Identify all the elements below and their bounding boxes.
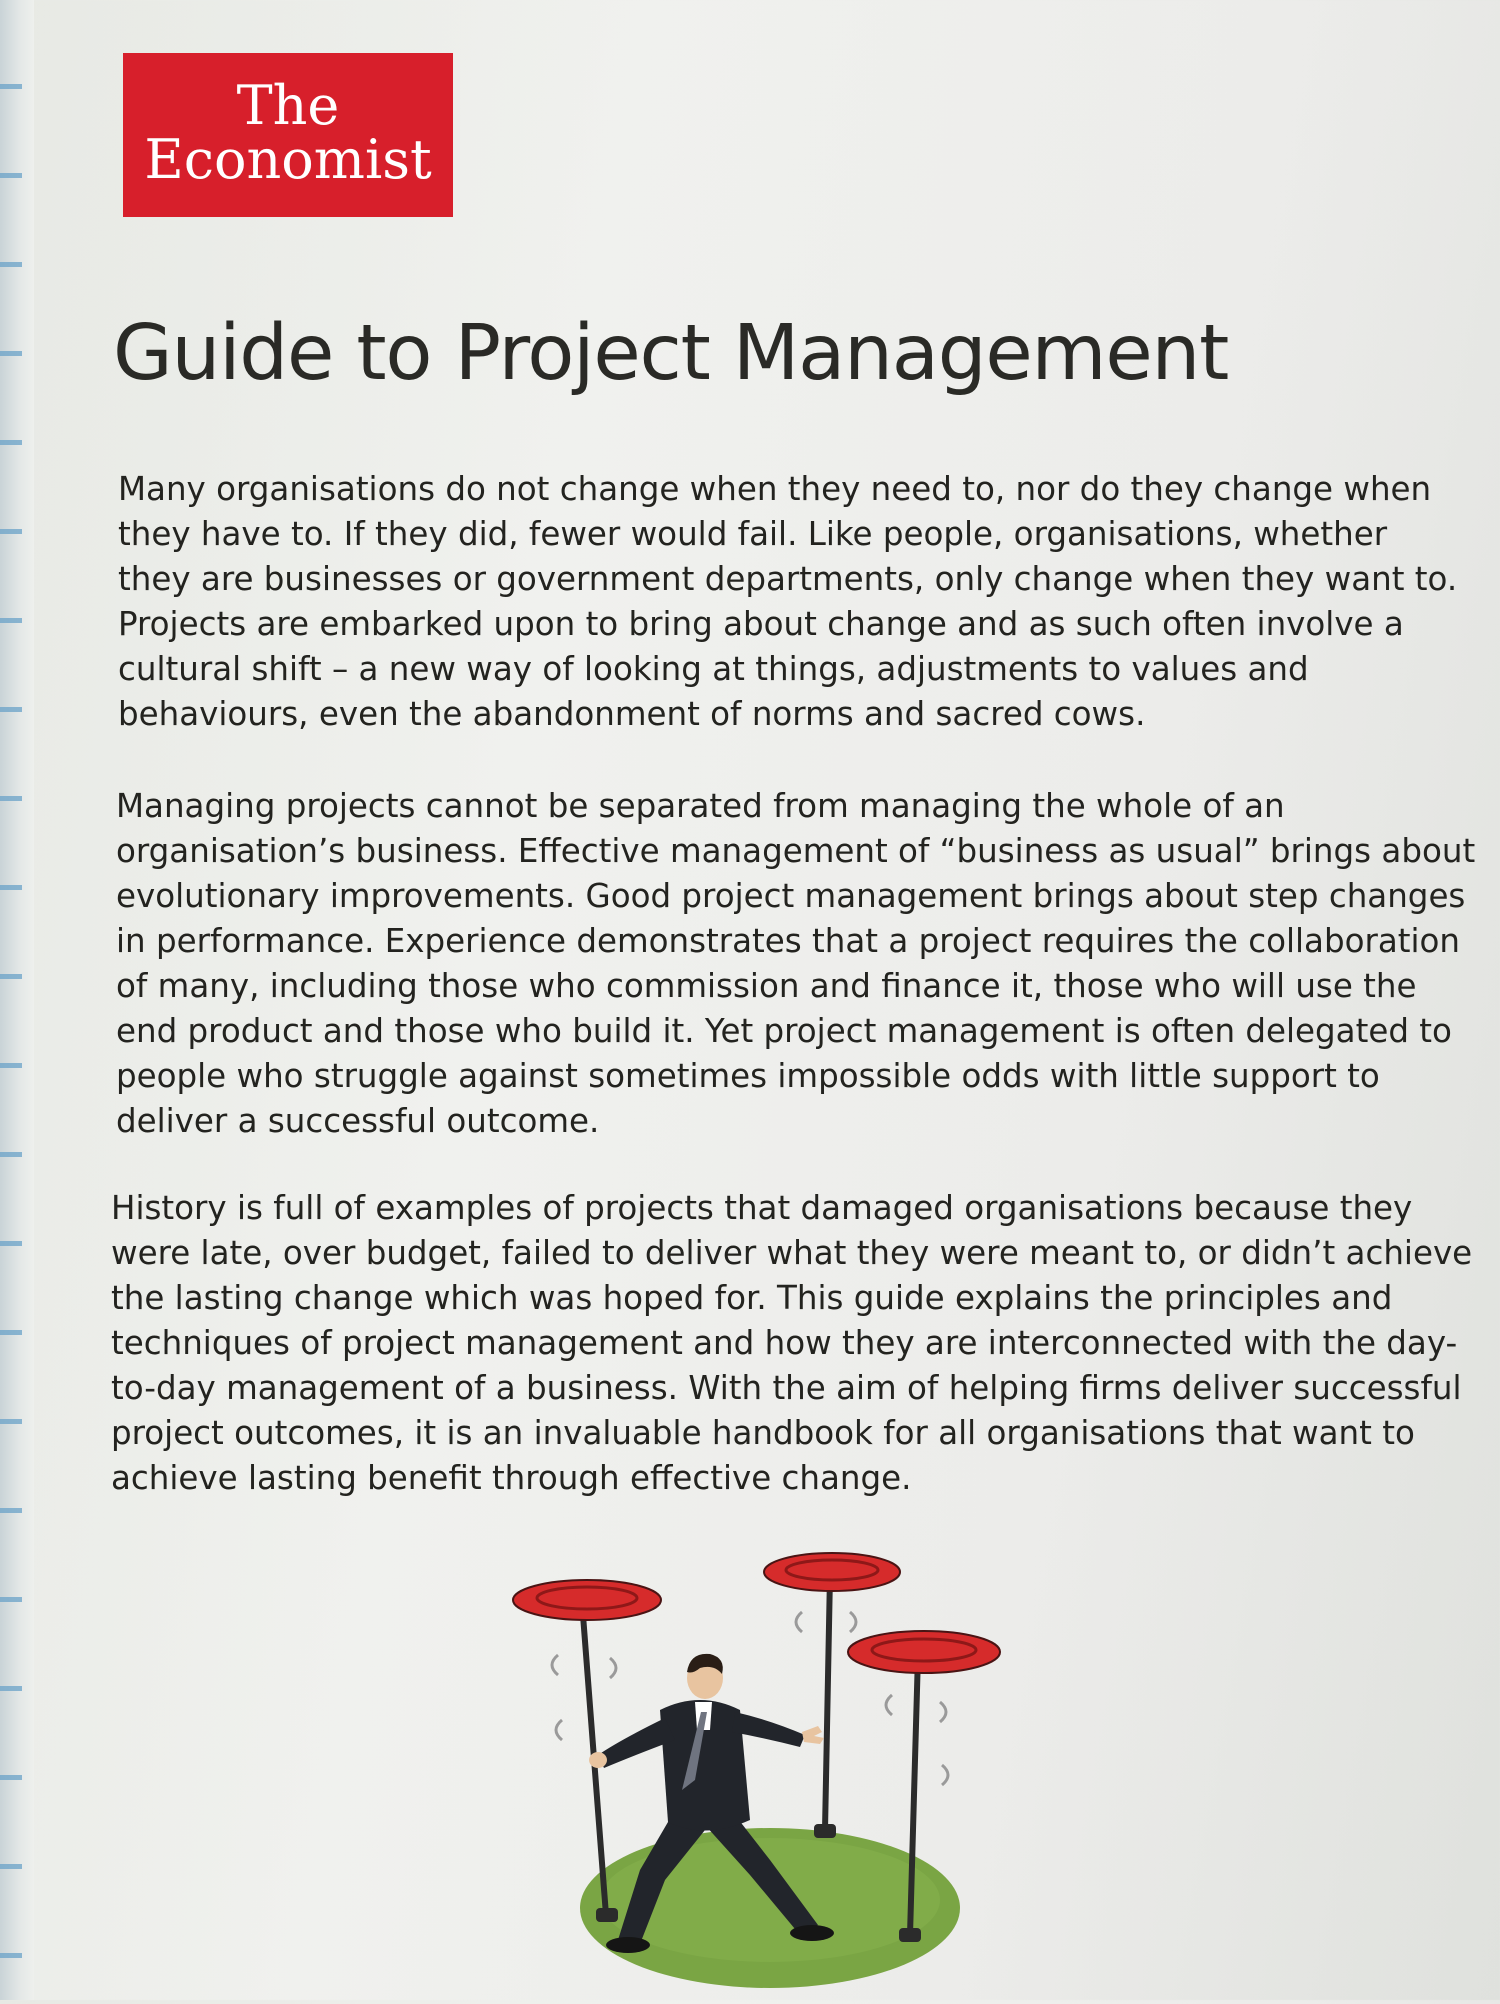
text-line: in performance. Experience demonstrates that a project requires the collaboration	[116, 922, 1461, 960]
paragraph-1	[118, 467, 1458, 737]
text-line: behaviours, even the abandonment of norms and sacred cows.	[118, 695, 1146, 733]
stick-middle	[825, 1575, 830, 1830]
text-line: project outcomes, it is an invaluable handbook for all organisations that want to	[111, 1414, 1415, 1452]
text-line: organisation’s business. Effective management of “business as usual” brings about	[116, 832, 1476, 870]
text-line: achieve lasting benefit through effective change.	[111, 1459, 912, 1497]
text-line: cultural shift – a new way of looking at things, adjustments to values and	[118, 650, 1309, 688]
plate-right	[848, 1631, 1000, 1673]
logo-line-the: The	[236, 74, 340, 137]
paragraph-3	[111, 1186, 1473, 1501]
text-line: History is full of examples of projects that damaged organisations because they	[111, 1189, 1413, 1227]
plate-middle	[764, 1553, 900, 1591]
spine-tick-marks	[0, 0, 22, 2000]
page-title: Guide to Project Management	[113, 309, 1229, 398]
text-line: techniques of project management and how they are interconnected with the day-	[111, 1324, 1458, 1362]
text-line: to-day management of a business. With the aim of helping firms deliver successful	[111, 1369, 1462, 1407]
text-line: they are businesses or government departments, only change when they want to.	[118, 560, 1458, 598]
paragraph-2	[116, 784, 1476, 1144]
text-line: Managing projects cannot be separated from managing the whole of an	[116, 787, 1285, 825]
plate-spinning-businessman-icon	[500, 1540, 1020, 2000]
text-line: Many organisations do not change when they need to, nor do they change when	[118, 470, 1432, 508]
economist-logo	[123, 53, 453, 217]
text-line: were late, over budget, failed to deliver what they were meant to, or didn’t achieve	[111, 1234, 1473, 1272]
text-line: the lasting change which was hoped for. This guide explains the principles and	[111, 1279, 1393, 1317]
text-line: they have to. If they did, fewer would fail. Like people, organisations, whether	[118, 515, 1388, 553]
plate-left	[513, 1580, 661, 1620]
text-line: people who struggle against sometimes impossible odds with little support to	[116, 1057, 1380, 1095]
text-line: end product and those who build it. Yet project management is often delegated to	[116, 1012, 1452, 1050]
text-line: deliver a successful outcome.	[116, 1102, 600, 1140]
logo-line-economist: Economist	[144, 128, 432, 191]
text-line: of many, including those who commission and finance it, those who will use the	[116, 967, 1417, 1005]
text-line: evolutionary improvements. Good project management brings about step changes	[116, 877, 1466, 915]
text-line: Projects are embarked upon to bring about change and as such often involve a	[118, 605, 1404, 643]
